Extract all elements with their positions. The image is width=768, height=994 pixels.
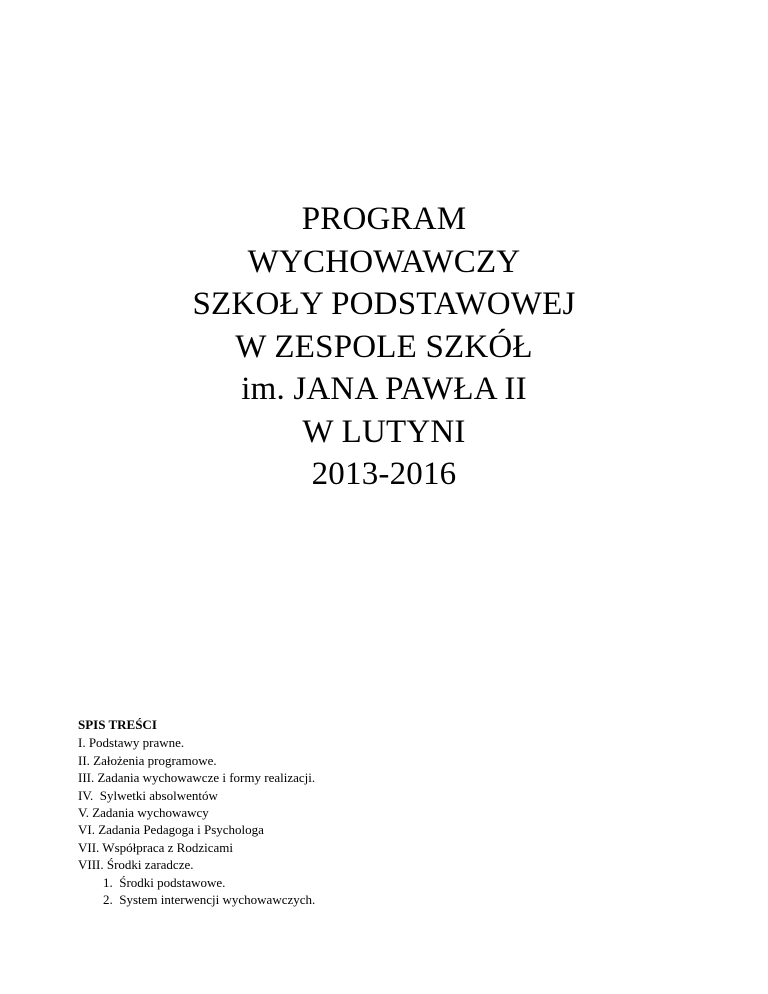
title-line: WYCHOWAWCZY <box>247 243 521 280</box>
toc-subitem: 2. System interwencji wychowawczych. <box>103 892 316 908</box>
toc-item: II. Założenia programowe. <box>78 752 217 768</box>
toc-subitem: 1. Środki podstawowe. <box>103 874 226 890</box>
toc-item: III. Zadania wychowawcze i formy realizacji. <box>78 770 316 786</box>
document-title <box>0 198 768 496</box>
title-line: W LUTYNI <box>302 413 466 450</box>
title-years: 2013-2016 <box>311 456 457 492</box>
title-line: im. JANA PAWŁA II <box>241 371 527 407</box>
toc-item: IV. Sylwetki absolwentów <box>78 787 218 803</box>
toc-item: VIII. Środki zaradcze. <box>78 857 194 873</box>
table-of-contents <box>78 716 678 908</box>
toc-item: V. Zadania wychowawcy <box>78 805 209 821</box>
toc-item: VII. Współpraca z Rodzicami <box>78 839 233 855</box>
toc-item: VI. Zadania Pedagoga i Psychologa <box>78 822 264 838</box>
toc-item: I. Podstawy prawne. <box>78 735 185 751</box>
title-line: SZKOŁY PODSTAWOWEJ <box>192 286 576 322</box>
title-line: W ZESPOLE SZKÓŁ <box>235 328 533 365</box>
title-line: PROGRAM <box>301 201 467 237</box>
toc-heading: SPIS TREŚCI <box>78 717 157 732</box>
